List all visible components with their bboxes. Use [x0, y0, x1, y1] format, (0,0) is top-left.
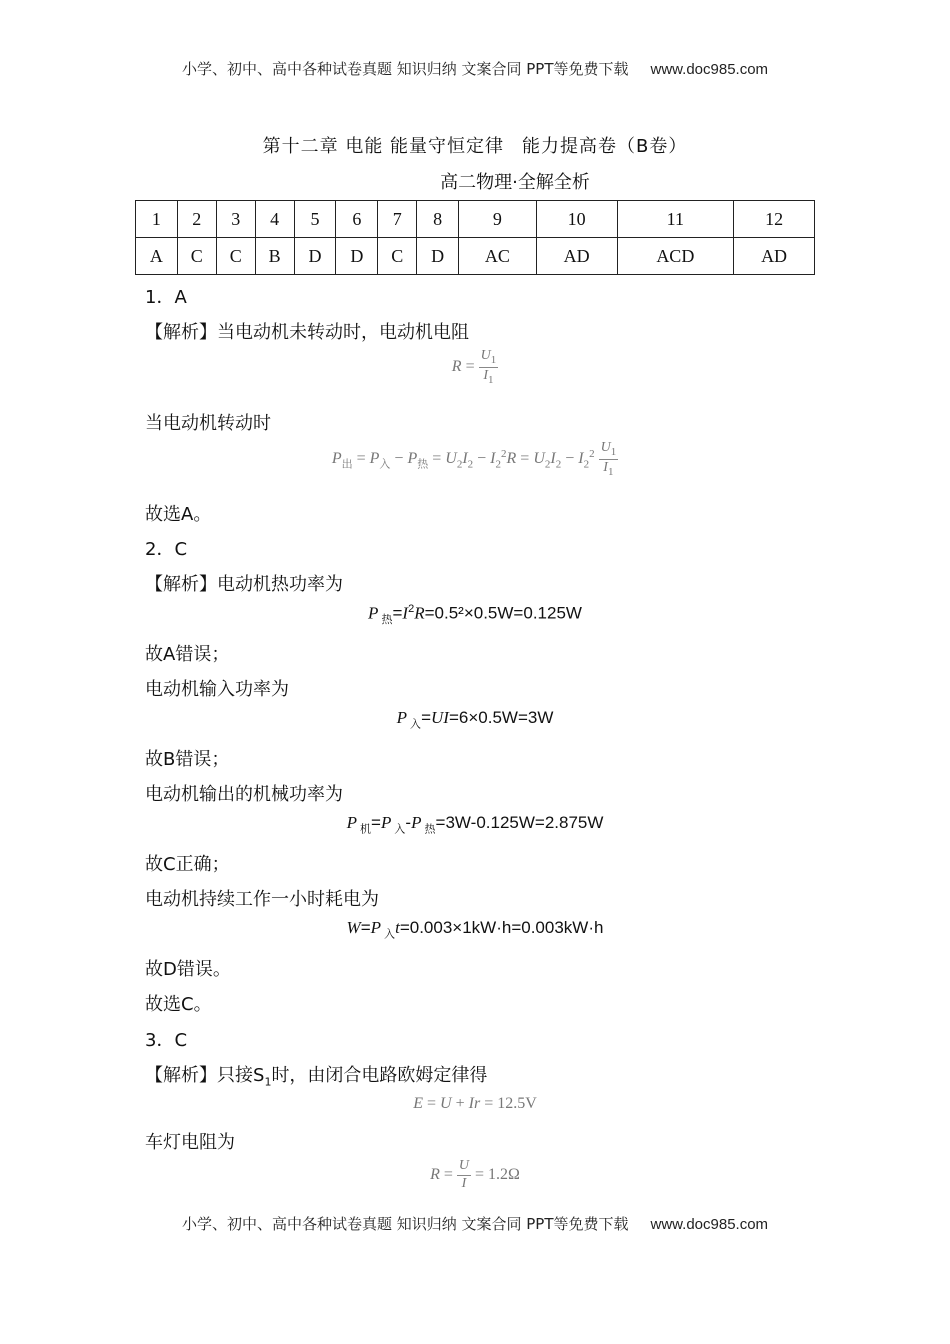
q2-formula-input-power: P $_入$=UI=6×0.5W=3W	[396, 708, 554, 731]
q2-energy: 电动机持续工作一小时耗电为	[145, 889, 379, 910]
footer-url[interactable]: www.doc985.com	[650, 1216, 769, 1233]
q2-formula-energy-value: =0.003×1kW·h=0.003kW·h	[399, 918, 604, 937]
question-number: 3	[216, 201, 255, 238]
header-text: 小学、初中、高中各种试卷真题 知识归纳 文案合同 PPT等免费下载	[181, 60, 629, 78]
q2-output: 电动机输出的机械功率为	[145, 784, 343, 805]
q2-b-wrong: 故B错误；	[145, 749, 230, 770]
q3-formula-emf: E = U + Ir = 12.5V	[413, 1095, 537, 1112]
header-url[interactable]: www.doc985.com	[650, 61, 769, 78]
q2-input: 电动机输入功率为	[145, 679, 289, 700]
q3-analysis-part-a: 【解析】只接S	[145, 1065, 265, 1086]
question-number: 11	[617, 201, 734, 238]
question-number: 6	[336, 201, 378, 238]
answer-cell: AD	[734, 238, 815, 275]
q3-formula-emf-value: 12.5V	[497, 1095, 537, 1112]
page-footer	[0, 1213, 950, 1234]
q2-formula-heat-power: P $_热=I^2R=0.5^2\times 0.5W=0.125W$	[368, 603, 582, 627]
answer-table-numbers-row	[136, 201, 815, 238]
paper-title: 能力提高卷（B卷）	[522, 136, 688, 157]
answer-cell: A	[136, 238, 178, 275]
answer-cell: C	[378, 238, 417, 275]
q1-formula-output-power: $P_出 = P_入 - P_热 = U_2I_2 - I_2^2R = U_2I_2 - I_2^2$ $\frac{U_1}{I_1}$	[331, 440, 617, 478]
answer-table-answers-row	[136, 238, 815, 275]
page-header	[0, 58, 950, 79]
q2-d-wrong: 故D错误。	[145, 959, 231, 980]
q3-lamp: 车灯电阻为	[145, 1132, 235, 1153]
answer-cell: C	[216, 238, 255, 275]
q2-formula-heat-power-value: =0.5²×0.5W=0.125W	[424, 603, 582, 623]
q1-formula-resistance: R = $\frac{U_1}{I_1}$	[451, 348, 497, 386]
q1-conclusion: 故选A。	[145, 504, 212, 525]
answer-cell: ACD	[617, 238, 734, 275]
question-number: 9	[459, 201, 537, 238]
document-title	[0, 132, 950, 158]
question-number: 5	[294, 201, 336, 238]
question-number: 2	[177, 201, 216, 238]
answer-cell: D	[336, 238, 378, 275]
q2-conclusion: 故选C。	[145, 994, 212, 1015]
q3-analysis-part-b: 时，由闭合电路欧姆定律得	[271, 1065, 488, 1086]
answer-cell: AD	[536, 238, 617, 275]
q3-heading: 3．C	[145, 1030, 188, 1051]
question-number: 10	[536, 201, 617, 238]
answer-cell: D	[417, 238, 459, 275]
q2-formula-mechanical-power: P $_机$=P $_入$-P $_热$=3W-0.125W=2.875W	[346, 813, 604, 836]
q1-turning: 当电动机转动时	[145, 413, 271, 434]
q1-heading: 1．A	[145, 287, 187, 308]
q2-analysis: 【解析】电动机热功率为	[145, 574, 343, 595]
q2-heading: 2．C	[145, 539, 188, 560]
q2-formula-mechanical-power-value: =3W-0.125W=2.875W	[435, 813, 604, 832]
question-number: 8	[417, 201, 459, 238]
answer-cell: D	[294, 238, 336, 275]
question-number: 4	[255, 201, 294, 238]
footer-text: 小学、初中、高中各种试卷真题 知识归纳 文案合同 PPT等免费下载	[181, 1215, 629, 1233]
q1-analysis: 【解析】当电动机未转动时，电动机电阻	[145, 322, 469, 343]
answer-cell: AC	[459, 238, 537, 275]
q2-a-wrong: 故A错误；	[145, 644, 230, 665]
q2-formula-energy: W=P $_入$t=0.003×1kW·h=0.003kW·h	[346, 918, 604, 941]
document-subtitle: 高二物理·全解全析	[440, 172, 590, 193]
q2-formula-input-power-value: =6×0.5W=3W	[448, 708, 554, 727]
chapter-title: 第十二章 电能 能量守恒定律	[262, 136, 505, 157]
q3-formula-lamp-resistance: R = $\frac{U}{I}$ = 1.2Ω	[430, 1158, 520, 1191]
question-number: 12	[734, 201, 815, 238]
q3-analysis: 【解析】只接$S_1$时，由闭合电路欧姆定律得	[145, 1065, 488, 1089]
answer-cell: C	[177, 238, 216, 275]
question-number: 7	[378, 201, 417, 238]
answer-cell: B	[255, 238, 294, 275]
question-number: 1	[136, 201, 178, 238]
q3-formula-lamp-resistance-value: 1.2Ω	[488, 1165, 520, 1183]
q2-c-right: 故C正确；	[145, 854, 230, 875]
answer-table	[135, 200, 815, 275]
